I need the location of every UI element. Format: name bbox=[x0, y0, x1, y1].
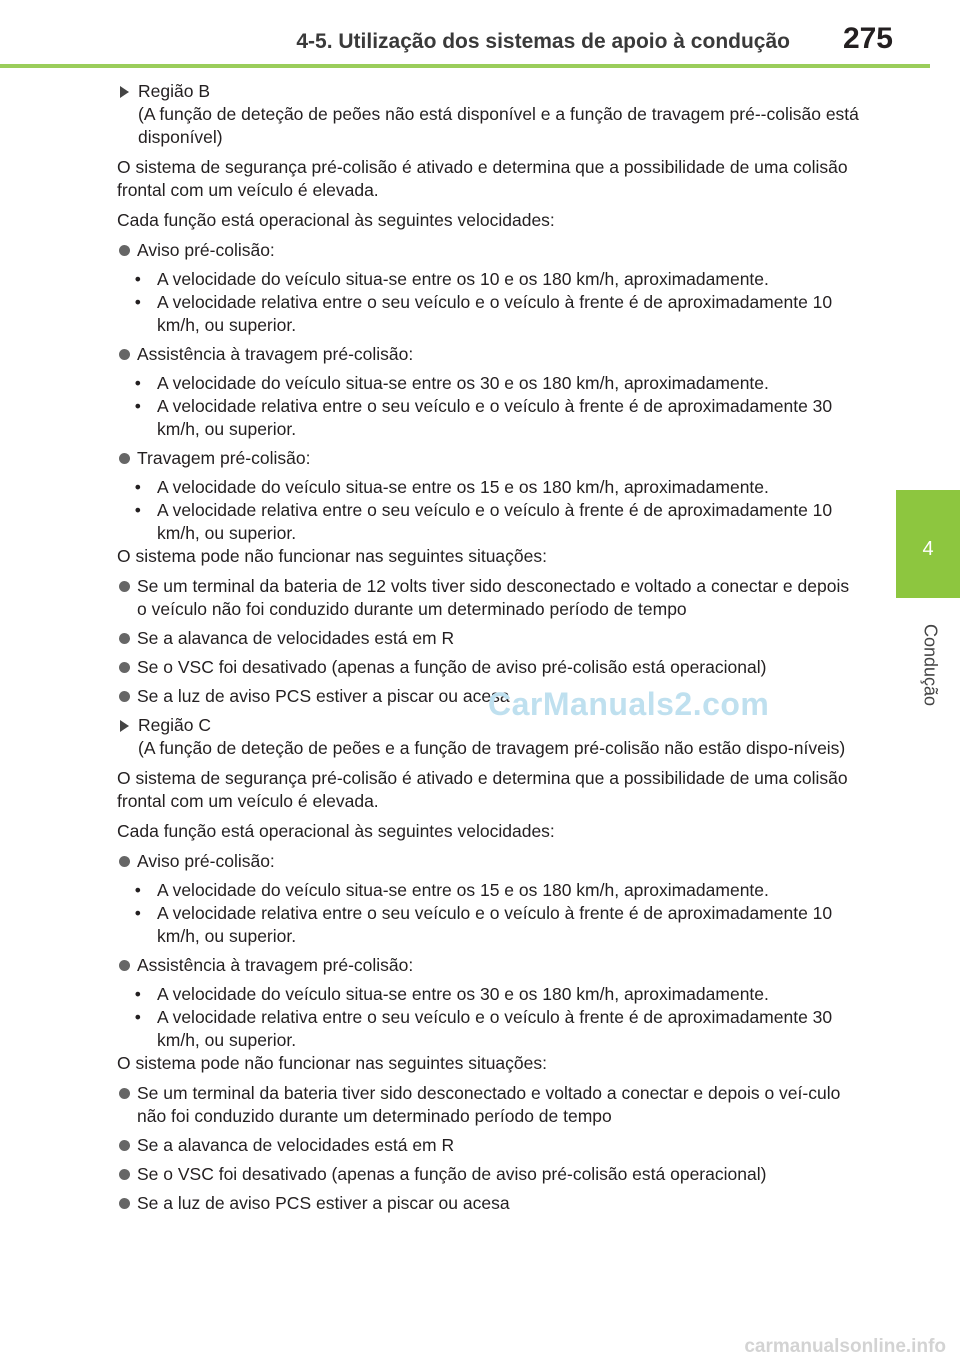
function-item bbox=[117, 447, 862, 470]
page-number: 275 bbox=[842, 22, 893, 55]
circle-bullet-icon bbox=[119, 1198, 130, 1209]
function-details bbox=[125, 983, 862, 1052]
region-b-title: Região B bbox=[138, 81, 210, 101]
triangle-bullet-icon bbox=[120, 86, 129, 98]
circle-bullet-icon bbox=[119, 633, 130, 644]
detail-text: A velocidade relativa entre o seu veículo e o veículo à frente é de aproximadamente 30 km/h, ou superior. bbox=[157, 396, 833, 439]
chapter-number: 4 bbox=[922, 538, 934, 560]
function-item bbox=[117, 239, 862, 262]
function-label: Aviso pré-colisão: bbox=[137, 851, 275, 871]
region-c-title: Região C bbox=[138, 715, 211, 735]
watermark-logo: CarManuals2.com bbox=[488, 686, 770, 722]
detail-item bbox=[125, 395, 862, 441]
circle-bullet-icon bbox=[119, 1140, 130, 1151]
triangle-bullet-icon bbox=[120, 720, 129, 732]
circle-bullet-icon bbox=[119, 1088, 130, 1099]
bullet-icon: • bbox=[125, 500, 141, 520]
region-b-heading bbox=[117, 80, 862, 149]
detail-text: A velocidade do veículo situa-se entre os 30 e os 180 km/h, aproximadamente. bbox=[157, 984, 769, 1004]
region-b-note: (A função de deteção de peões não está disponível e a função de travagem pré--colisão está disponível) bbox=[138, 104, 859, 147]
circle-bullet-icon bbox=[119, 245, 130, 256]
condition-text: Se o VSC foi desativado (apenas a função de aviso pré-colisão está operacional) bbox=[137, 657, 767, 677]
function-details bbox=[125, 268, 862, 337]
function-label: Aviso pré-colisão: bbox=[137, 240, 275, 260]
page-content bbox=[117, 80, 862, 1221]
circle-bullet-icon bbox=[119, 691, 130, 702]
bullet-icon: • bbox=[125, 903, 141, 923]
region-b-speeds-intro: Cada função está operacional às seguintes velocidades: bbox=[117, 210, 555, 230]
detail-item bbox=[125, 902, 862, 948]
function-item bbox=[117, 850, 862, 873]
function-label: Travagem pré-colisão: bbox=[137, 448, 311, 468]
circle-bullet-icon bbox=[119, 349, 130, 360]
condition-item bbox=[117, 575, 862, 621]
condition-text: Se um terminal da bateria de 12 volts tiver sido desconectado e voltado a conectar e depois o veículo não foi conduzido durante um determinado período de tempo bbox=[137, 576, 850, 619]
detail-item bbox=[125, 499, 862, 545]
bullet-icon: • bbox=[125, 373, 141, 393]
detail-text: A velocidade relativa entre o seu veículo e o veículo à frente é de aproximadamente 10 km/h, ou superior. bbox=[157, 903, 833, 946]
detail-text: A velocidade do veículo situa-se entre os 30 e os 180 km/h, aproximadamente. bbox=[157, 373, 769, 393]
detail-item bbox=[125, 268, 862, 291]
chapter-tab bbox=[896, 490, 960, 598]
chapter-label: Condução bbox=[920, 623, 941, 707]
function-details bbox=[125, 476, 862, 545]
region-b-intro: O sistema de segurança pré-colisão é ativado e determina que a possibilidade de uma colisão frontal com um veículo é elevada. bbox=[117, 157, 848, 200]
detail-item bbox=[125, 879, 862, 902]
region-c-conditions-intro: O sistema pode não funcionar nas seguintes situações: bbox=[117, 1053, 547, 1073]
condition-text: Se a luz de aviso PCS estiver a piscar ou acesa bbox=[137, 686, 510, 706]
condition-item bbox=[117, 627, 862, 650]
bullet-icon: • bbox=[125, 292, 141, 312]
chapter-label-box bbox=[915, 610, 945, 720]
function-details bbox=[125, 879, 862, 948]
bullet-icon: • bbox=[125, 477, 141, 497]
section-title: 4-5. Utilização dos sistemas de apoio à condução bbox=[296, 30, 790, 53]
condition-text: Se a luz de aviso PCS estiver a piscar ou acesa bbox=[137, 1193, 510, 1213]
circle-bullet-icon bbox=[119, 581, 130, 592]
condition-text: Se um terminal da bateria tiver sido desconectado e voltado a conectar e depois o veí-culo não foi conduzido durante um determinado período de tempo bbox=[137, 1083, 841, 1126]
bullet-icon: • bbox=[125, 1007, 141, 1027]
footer-watermark: carmanualsonline.info bbox=[744, 1336, 946, 1357]
bullet-icon: • bbox=[125, 269, 141, 289]
region-c-speeds-intro: Cada função está operacional às seguintes velocidades: bbox=[117, 821, 555, 841]
condition-item bbox=[117, 1134, 862, 1157]
detail-item bbox=[125, 291, 862, 337]
circle-bullet-icon bbox=[119, 662, 130, 673]
detail-text: A velocidade do veículo situa-se entre os 15 e os 180 km/h, aproximadamente. bbox=[157, 880, 769, 900]
function-details bbox=[125, 372, 862, 441]
detail-item bbox=[125, 372, 862, 395]
circle-bullet-icon bbox=[119, 453, 130, 464]
function-item bbox=[117, 954, 862, 977]
header-divider bbox=[0, 64, 930, 68]
function-label: Assistência à travagem pré-colisão: bbox=[137, 344, 414, 364]
bullet-icon: • bbox=[125, 880, 141, 900]
region-c-intro: O sistema de segurança pré-colisão é ativado e determina que a possibilidade de uma colisão frontal com um veículo é elevada. bbox=[117, 768, 848, 811]
detail-item bbox=[125, 476, 862, 499]
detail-text: A velocidade do veículo situa-se entre os 10 e os 180 km/h, aproximadamente. bbox=[157, 269, 769, 289]
detail-item bbox=[125, 1006, 862, 1052]
condition-item bbox=[117, 1163, 862, 1186]
function-item bbox=[117, 343, 862, 366]
condition-text: Se a alavanca de velocidades está em R bbox=[137, 628, 455, 648]
detail-text: A velocidade relativa entre o seu veículo e o veículo à frente é de aproximadamente 30 km/h, ou superior. bbox=[157, 1007, 833, 1050]
condition-item bbox=[117, 1192, 862, 1215]
region-c-note: (A função de deteção de peões e a função de travagem pré-colisão não estão dispo-níveis) bbox=[138, 738, 846, 758]
condition-item bbox=[117, 1082, 862, 1128]
circle-bullet-icon bbox=[119, 1169, 130, 1180]
detail-item bbox=[125, 983, 862, 1006]
page-header bbox=[0, 0, 960, 70]
region-b-conditions-intro: O sistema pode não funcionar nas seguintes situações: bbox=[117, 546, 547, 566]
circle-bullet-icon bbox=[119, 856, 130, 867]
detail-text: A velocidade relativa entre o seu veículo e o veículo à frente é de aproximadamente 10 km/h, ou superior. bbox=[157, 292, 833, 335]
condition-text: Se o VSC foi desativado (apenas a função de aviso pré-colisão está operacional) bbox=[137, 1164, 767, 1184]
condition-item bbox=[117, 656, 862, 679]
circle-bullet-icon bbox=[119, 960, 130, 971]
bullet-icon: • bbox=[125, 984, 141, 1004]
detail-text: A velocidade do veículo situa-se entre os 15 e os 180 km/h, aproximadamente. bbox=[157, 477, 769, 497]
bullet-icon: • bbox=[125, 396, 141, 416]
detail-text: A velocidade relativa entre o seu veículo e o veículo à frente é de aproximadamente 10 km/h, ou superior. bbox=[157, 500, 833, 543]
condition-text: Se a alavanca de velocidades está em R bbox=[137, 1135, 455, 1155]
function-label: Assistência à travagem pré-colisão: bbox=[137, 955, 414, 975]
